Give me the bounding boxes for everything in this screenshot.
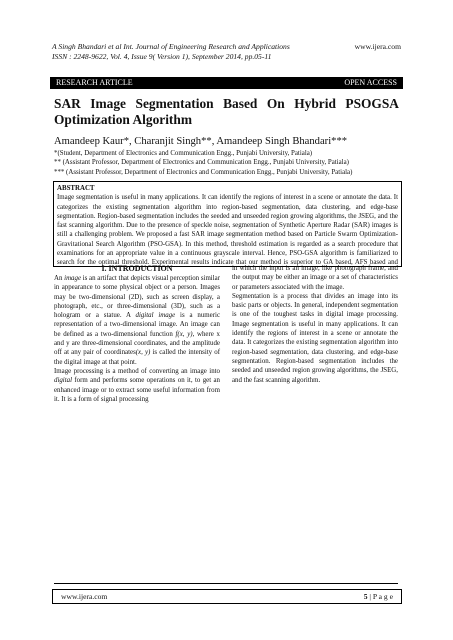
journal-header <box>52 42 401 62</box>
abstract-heading: ABSTRACT <box>57 185 95 192</box>
introduction-heading: I. INTRODUCTION <box>101 264 173 273</box>
intro-paragraph-3: in which the input is an image, like photograph frame, and the output may be either an image or a set of characteristics or parameters associated with the image. <box>232 265 398 291</box>
affiliation-1: *(Student, Department of Electronics and Communication Engg., Punjabi University, Patiala) <box>54 150 313 157</box>
page-footer <box>52 589 402 604</box>
article-type-band <box>50 77 403 89</box>
paper-title <box>54 96 399 128</box>
page-number: 5 | P a g e <box>363 592 393 601</box>
right-column <box>232 264 398 385</box>
title-word: PSOGSA <box>345 96 399 111</box>
left-column <box>54 264 220 404</box>
abstract-text: Image segmentation is useful in many applications. It can identify the regions of interest in a scene or annotate the data. It categorizes the existing segmentation algorithm into region-based segmentation, data clustering, and edge-base segmentation. Region-based segmentation includes the seeded and unseeded region growing algorithms, the JSEG, and the fast scanning algorithm. Due to the presence of speckle noise, segmentation of Synthetic Aperture Radar (SAR) images is still a challenging problem. We proposed a fast SAR image segmentation method based on Particle Swarm Optimization-Gravitational Search Algorithm (PSO-GSA). In this method, threshold estimation is regarded as a search procedure that examinations for an appropriate value in a continuous grayscale interval. Hence, PSO-GSA algorithm is familiarized to search for the optimal threshold. Experimental results indicate that our method is superior to GA based, AFS based and <box>57 194 398 267</box>
header-website-link[interactable]: www.ijera.com <box>354 42 401 51</box>
citation-line-1: A Singh Bhandari et al Int. Journal of Engineering Research and Applications <box>52 42 290 51</box>
open-access-label: OPEN ACCESS <box>344 78 397 87</box>
intro-paragraph-1: An image is an artifact that depicts visual perception similar in appearance to some physical object or a person. Images may be two-dimensional (2D), such as screen display, a photograph, etc., or three-dimensional (3D), such as a hologram or a statue. A digital image is a numeric representation of a two-dimensional image. An image can be defined as a two-dimensional function f(x, y), where x and y are three-dimensional coordinates, and the amplitude off at any pair of coordinates(x, y) is called the intensity of the digital image at that point. <box>54 275 221 366</box>
citation-line-2: ISSN : 2248-9622, Vol. 4, Issue 9( Version 1), September 2014, pp.05-11 <box>52 52 272 61</box>
title-line-2: Optimization Algorithm <box>54 112 192 127</box>
abstract-box <box>53 181 402 267</box>
title-word: Image <box>90 96 126 111</box>
title-word: Based <box>223 96 258 111</box>
footer-website-link[interactable]: www.ijera.com <box>61 592 108 601</box>
intro-paragraph-4: Segmentation is a process that divides an image into its basic parts or objects. In general, independent segmentation is one of the toughest tasks in digital image processing. Image segmentation is useful in many applications. It can identify the regions of interest in a scene or annotate the data. It categorizes the existing segmentation algorithm into region-based segmentation, data clustering, and edge-base segmentation. Region-based segmentation includes the seeded and unseeded region growing algorithms, the JSEG, and the fast scanning algorithm. <box>232 292 398 384</box>
research-article-label: RESEARCH ARTICLE <box>56 78 133 87</box>
title-word: Hybrid <box>294 96 336 111</box>
intro-paragraph-2: Image processing is a method of converting an image into digital form and performs some operations on it, to get an enhanced image or to extract some useful information from it. It is a form of signal processing <box>54 367 220 403</box>
title-line-1 <box>54 96 399 112</box>
title-word: Segmentation <box>135 96 214 111</box>
author-list: Amandeep Kaur*, Charanjit Singh**, Amandeep Singh Bhandari*** <box>54 136 348 147</box>
affiliation-2: ** (Assistant Professor, Department of Electronics and Communication Engg., Punjabi University, Patiala) <box>54 159 349 167</box>
affiliations <box>54 149 352 177</box>
affiliation-3: *** (Assistant Professor, Department of Electronics and Communication Engg., Punjabi University, Patiala) <box>54 168 353 176</box>
title-word: On <box>266 96 285 111</box>
footer-divider <box>54 583 398 584</box>
title-word: SAR <box>54 96 81 111</box>
